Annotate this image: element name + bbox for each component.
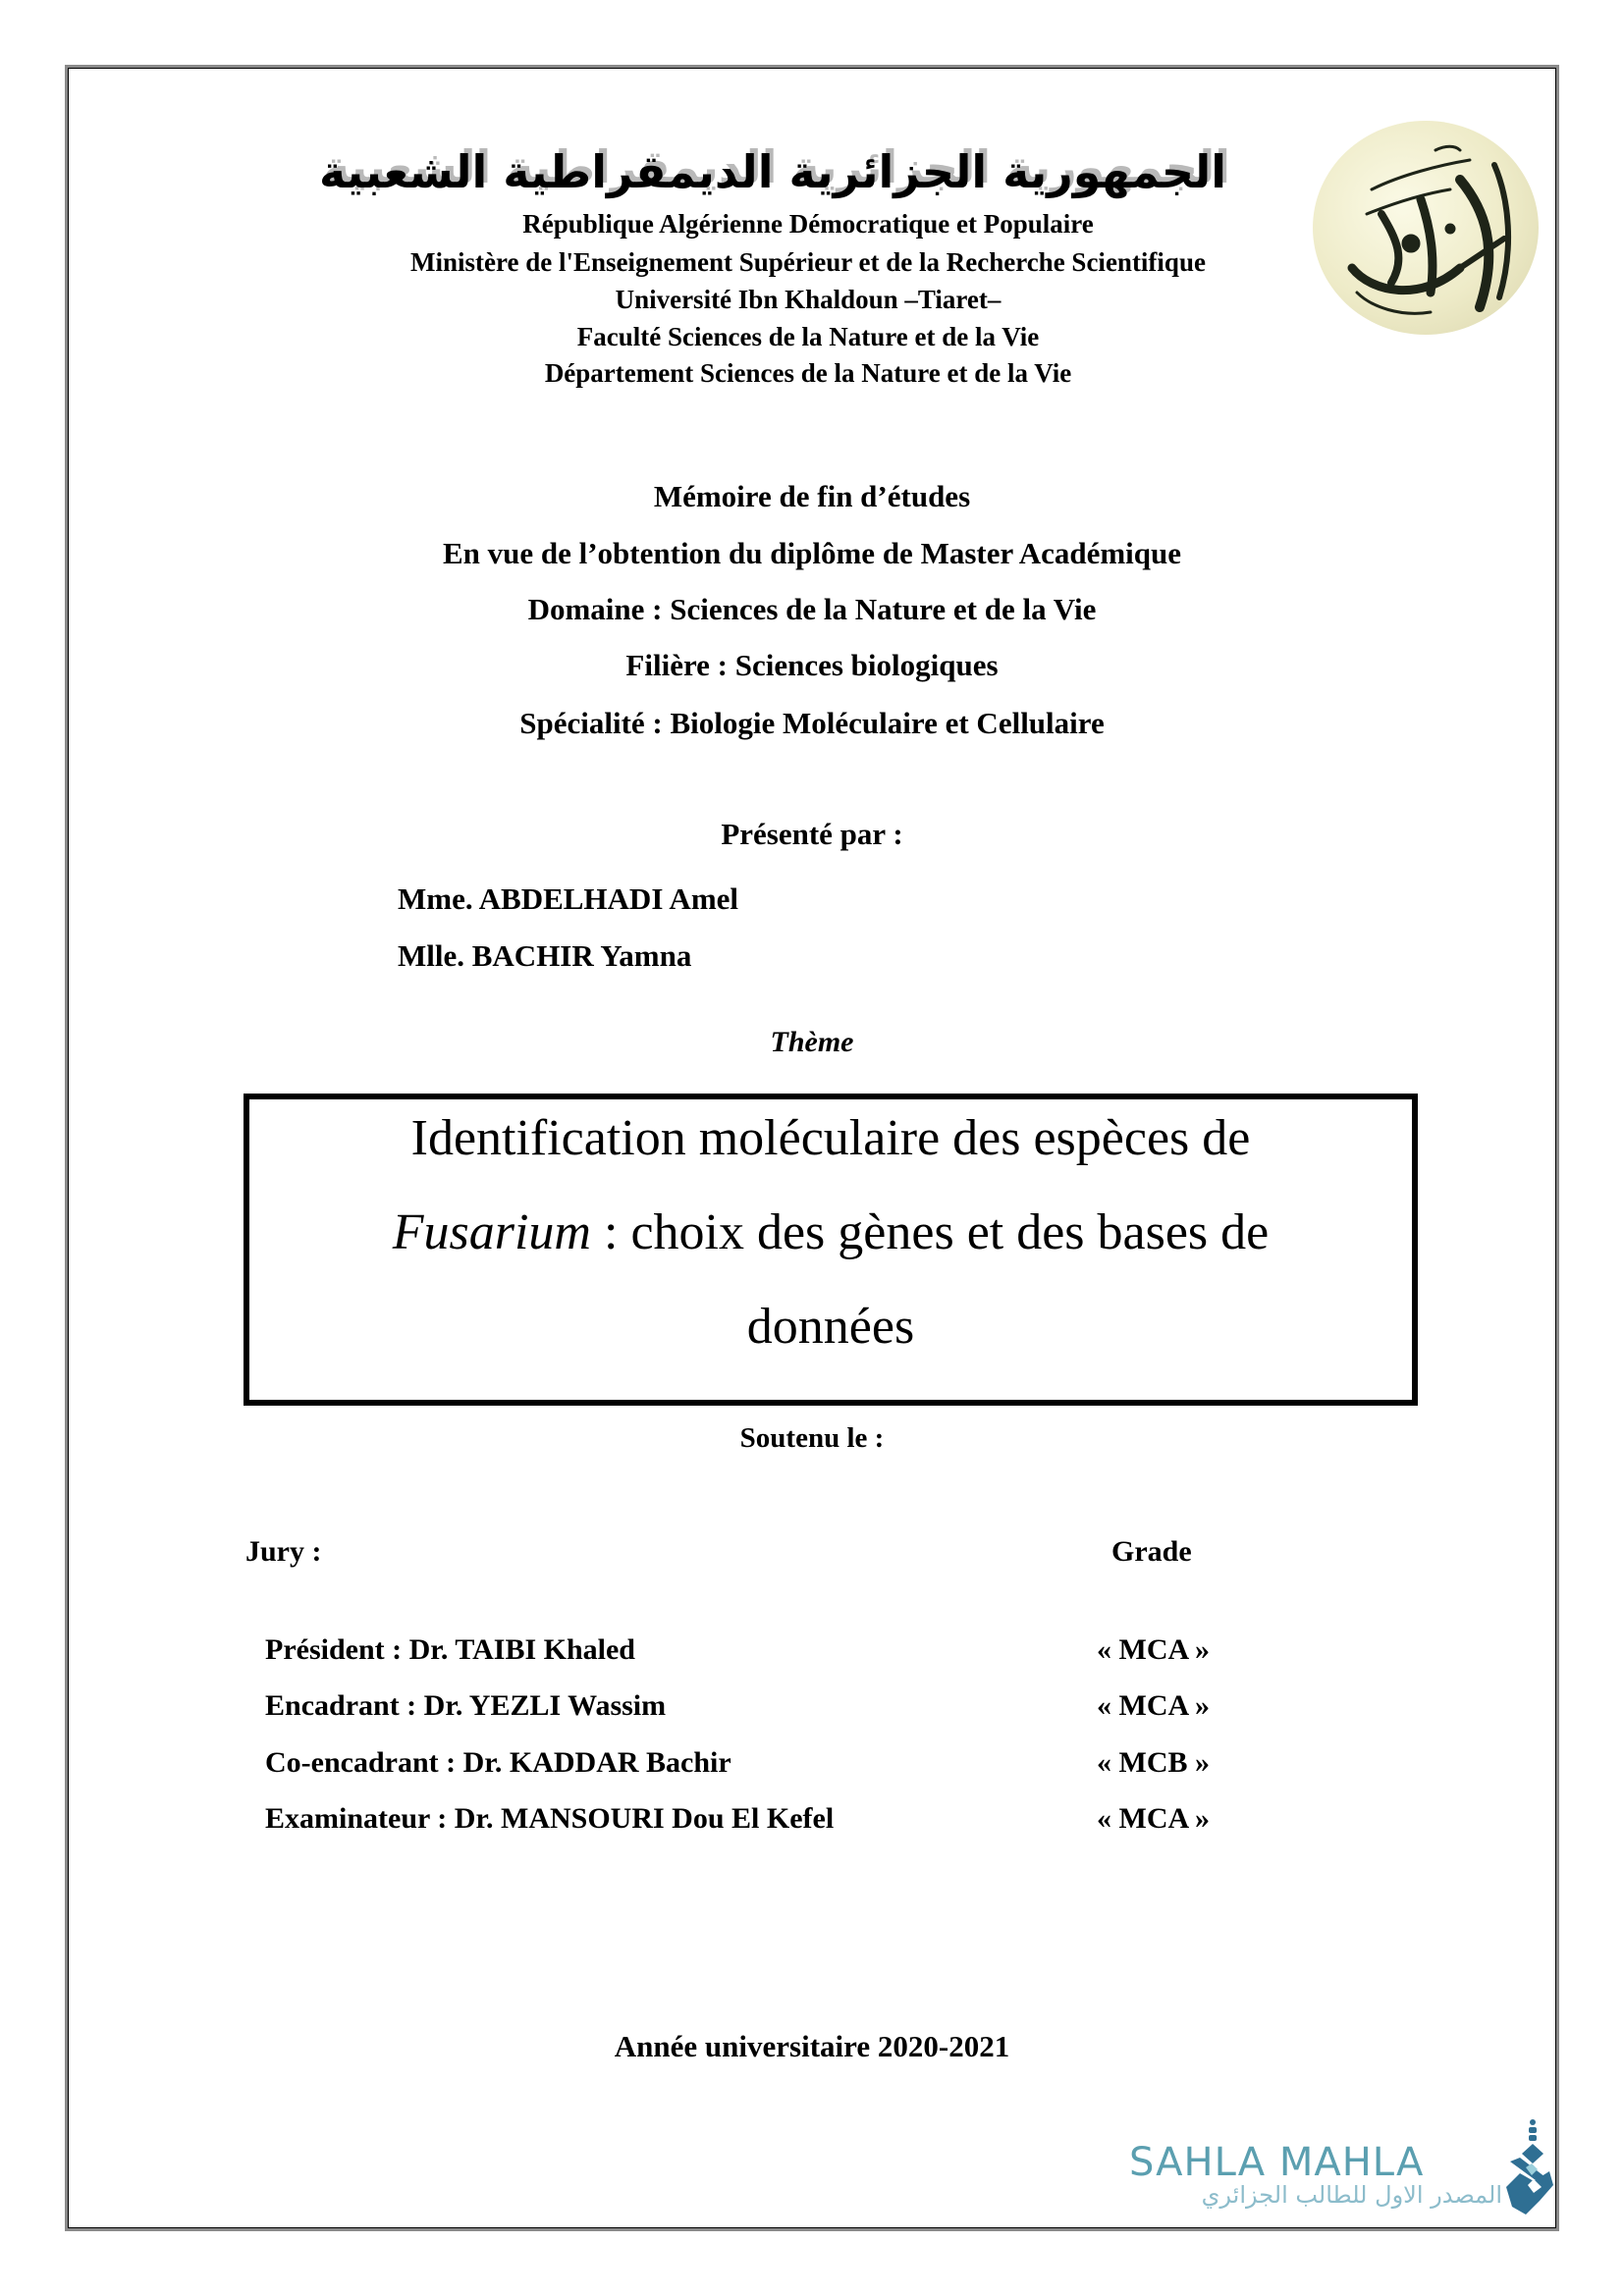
- thesis-title-line-3: données: [746, 1299, 915, 1355]
- defense-date-label: Soutenu le :: [739, 1422, 885, 1454]
- sahla-mahla-emblem-icon: [1500, 2118, 1555, 2220]
- arabic-republic-title: الجمهورية الجزائرية الديمقراطية الشعبية: [318, 145, 1227, 198]
- grade-header: Grade: [1111, 1535, 1192, 1568]
- university-seal-icon: [1313, 121, 1539, 335]
- sahla-mahla-tagline: المصدر الاول للطالب الجزائري: [1201, 2181, 1502, 2209]
- header-republic: République Algérienne Démocratique et Populaire: [522, 209, 1094, 239]
- memoire-field: Filière : Sciences biologiques: [625, 648, 999, 682]
- header-faculty: Faculté Sciences de la Nature et de la Vie: [576, 322, 1040, 351]
- jury-grade-president: « MCA »: [1097, 1633, 1210, 1666]
- thesis-title-box: [244, 1094, 1418, 1406]
- memoire-degree: En vue de l’obtention du diplôme de Master Académique: [442, 536, 1182, 570]
- author-2: Mlle. BACHIR Yamna: [398, 938, 692, 973]
- thesis-title-line-1: Identification moléculaire des espèces de: [410, 1110, 1251, 1166]
- author-1: Mme. ABDELHADI Amel: [398, 881, 739, 916]
- sahla-mahla-brand: SAHLA MAHLA: [1129, 2140, 1425, 2185]
- thesis-title-line-2: [249, 1203, 1412, 1261]
- memoire-domain: Domaine : Sciences de la Nature et de la Vie: [527, 592, 1097, 626]
- jury-grade-co-supervisor: « MCB »: [1097, 1746, 1210, 1779]
- header-university: Université Ibn Khaldoun –Tiaret–: [615, 285, 1001, 314]
- jury-label: Jury :: [245, 1535, 322, 1568]
- jury-member-examiner: Examinateur : Dr. MANSOURI Dou El Kefel: [265, 1802, 835, 1835]
- memoire-title: Mémoire de fin d’études: [653, 479, 971, 513]
- jury-member-co-supervisor: Co-encadrant : Dr. KADDAR Bachir: [265, 1746, 731, 1779]
- jury-member-supervisor: Encadrant : Dr. YEZLI Wassim: [265, 1689, 667, 1722]
- jury-member-president: Président : Dr. TAIBI Khaled: [265, 1633, 635, 1666]
- theme-label: Thème: [770, 1026, 854, 1058]
- jury-grade-examiner: « MCA »: [1097, 1802, 1210, 1835]
- header-ministry: Ministère de l'Enseignement Supérieur et de la Recherche Scientifique: [410, 247, 1206, 277]
- jury-grade-supervisor: « MCA »: [1097, 1689, 1210, 1722]
- memoire-specialty: Spécialité : Biologie Moléculaire et Cellulaire: [519, 706, 1105, 740]
- thesis-title-line-2-rest: : choix des gènes et des bases de: [591, 1204, 1270, 1260]
- academic-year: Année universitaire 2020-2021: [614, 2029, 1010, 2063]
- genus-name: Fusarium: [392, 1204, 591, 1260]
- presented-by-label: Présenté par :: [721, 817, 903, 851]
- header-department: Département Sciences de la Nature et de la Vie: [544, 358, 1072, 388]
